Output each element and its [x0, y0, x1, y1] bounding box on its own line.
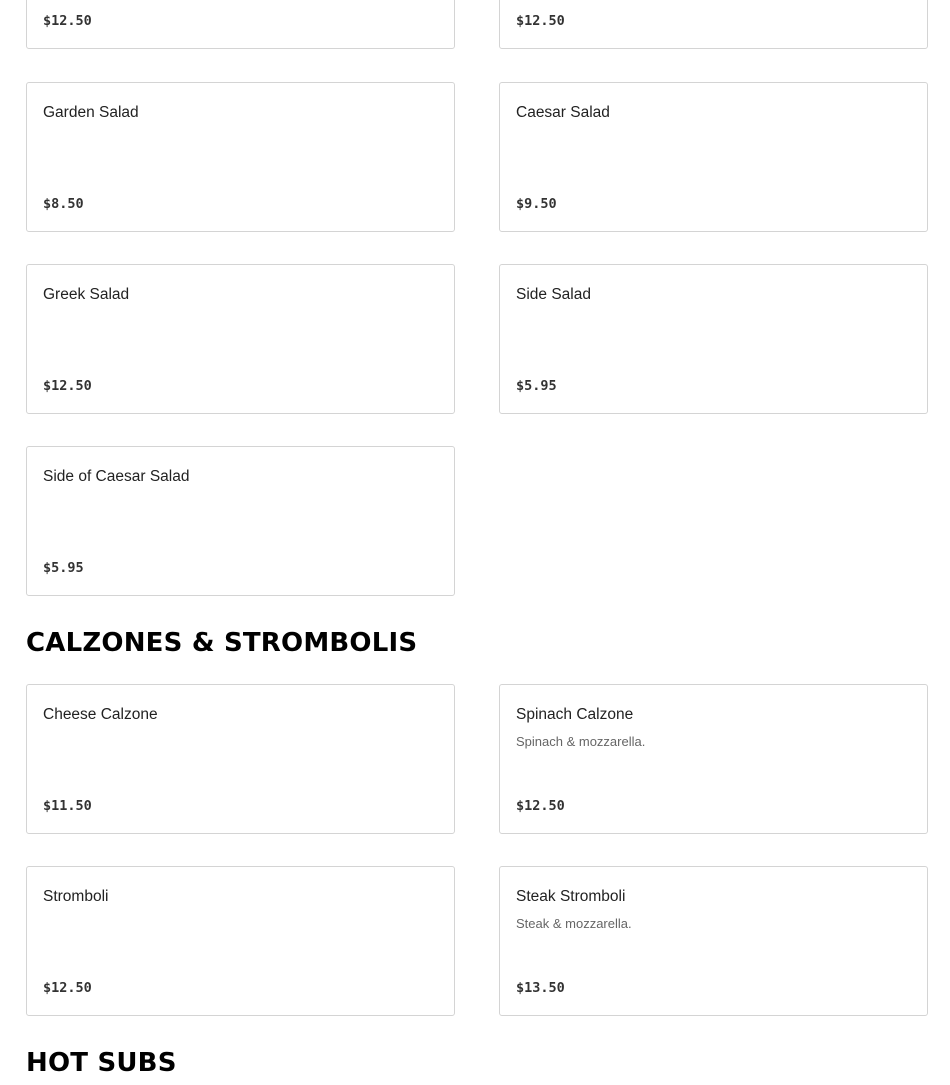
menu-item-name: Cheese Calzone — [43, 706, 158, 723]
menu-item-card[interactable] — [26, 866, 455, 1016]
menu-item-card[interactable] — [499, 82, 928, 232]
menu-item-name: Steak Stromboli — [516, 888, 626, 905]
menu-item-name: Stromboli — [43, 888, 109, 905]
menu-item-card[interactable] — [26, 446, 455, 596]
menu-item-name: Side of Caesar Salad — [43, 468, 190, 485]
menu-item-name: Garden Salad — [43, 104, 139, 121]
menu-item-price: $9.50 — [516, 196, 557, 212]
menu-item-price: $11.50 — [43, 798, 92, 814]
menu-item-price: $13.50 — [516, 980, 565, 996]
section-heading-calzones: CALZONES & STROMBOLIS — [26, 628, 418, 658]
section-heading-hot-subs: HOT SUBS — [26, 1048, 177, 1078]
menu-item-name: Caesar Salad — [516, 104, 610, 121]
menu-item-card[interactable] — [26, 264, 455, 414]
menu-item-card[interactable] — [499, 684, 928, 834]
menu-item-name: Spinach Calzone — [516, 706, 634, 723]
menu-item-card[interactable] — [26, 82, 455, 232]
menu-item-card[interactable] — [499, 866, 928, 1016]
menu-item-price: $5.95 — [516, 378, 557, 394]
menu-item-card[interactable] — [499, 264, 928, 414]
menu-item-price: $12.50 — [516, 13, 565, 29]
menu-item-price: $8.50 — [43, 196, 84, 212]
menu-item-price: $12.50 — [43, 378, 92, 394]
menu-item-card[interactable] — [499, 0, 928, 49]
menu-item-price: $12.50 — [43, 13, 92, 29]
menu-item-card[interactable] — [26, 0, 455, 49]
menu-item-price: $5.95 — [43, 560, 84, 576]
menu-item-price: $12.50 — [43, 980, 92, 996]
menu-item-name: Side Salad — [516, 286, 591, 303]
menu-item-description: Spinach & mozzarella. — [516, 734, 646, 749]
menu-item-name: Greek Salad — [43, 286, 130, 303]
menu-item-price: $12.50 — [516, 798, 565, 814]
menu-item-description: Steak & mozzarella. — [516, 916, 632, 931]
menu-item-card[interactable] — [26, 684, 455, 834]
